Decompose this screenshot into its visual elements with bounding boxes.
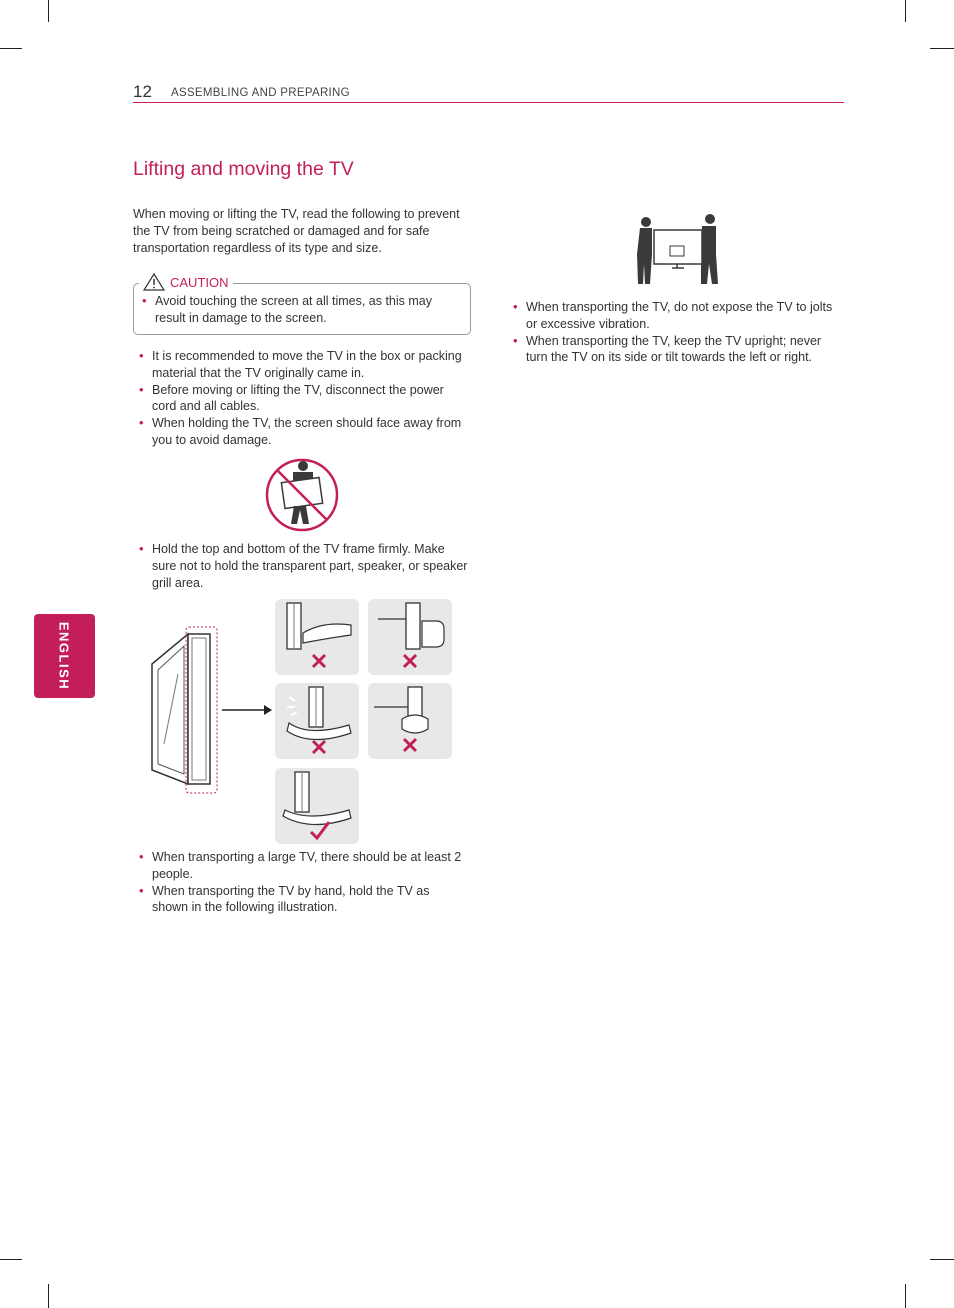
crop-mark: [930, 1259, 954, 1260]
language-tab: [34, 614, 95, 698]
grip-panel-wrong-2: [368, 599, 452, 675]
list-item: • When transporting the TV, keep the TV upright; never turn the TV on its side or tilt towards the left or right.: [513, 332, 822, 365]
grip-list: [133, 541, 468, 591]
caution-label: [139, 273, 233, 291]
list-item: • Avoid touching the screen at all times, as this may result in damage to the screen.: [142, 293, 432, 325]
crop-mark: [0, 48, 22, 49]
prohibited-holding-illustration: [263, 456, 341, 534]
transport-list: [133, 849, 468, 916]
tv-frame-diagram: [148, 624, 274, 796]
list-item: • When transporting the TV, do not expose the TV to jolts or excessive vibration.: [513, 299, 833, 331]
crop-mark: [0, 1259, 22, 1260]
list-item: • It is recommended to move the TV in the box or packing material that the TV originally came in.: [139, 348, 462, 380]
grip-panel-wrong-3: [275, 683, 359, 759]
crop-mark: [905, 0, 906, 22]
transport-safety-list: [507, 299, 837, 366]
page-number: 12: [133, 82, 152, 101]
page-title: Lifting and moving the TV: [133, 158, 354, 180]
caution-box: [133, 274, 471, 335]
crop-mark: [48, 0, 49, 22]
section-name: ASSEMBLING AND PREPARING: [171, 87, 350, 99]
language-label: ENGLISH: [56, 621, 72, 691]
caution-title: CAUTION: [170, 274, 229, 290]
grip-panel-wrong-4: [368, 683, 452, 759]
list-item: • Before moving or lifting the TV, disconnect the power cord and all cables.: [139, 381, 444, 414]
list-item: • When transporting a large TV, there should be at least 2 people.: [139, 849, 462, 881]
warning-triangle-icon: [143, 273, 165, 291]
two-people-carrying-illustration: [632, 212, 722, 286]
page-header: [133, 84, 844, 103]
grip-panel-correct: [275, 768, 359, 844]
crop-mark: [48, 1284, 49, 1308]
list-item: • When transporting the TV by hand, hold the TV as shown in the following illustration.: [139, 882, 430, 915]
grip-panel-wrong-1: [275, 599, 359, 675]
list-item: • When holding the TV, the screen should face away from you to avoid damage.: [139, 415, 462, 447]
crop-mark: [905, 1284, 906, 1308]
handling-list: [133, 348, 463, 449]
list-item: • Hold the top and bottom of the TV frame firmly. Make sure not to hold the transparent part, speaker, or speaker grill area.: [139, 541, 468, 590]
crop-mark: [930, 48, 954, 49]
caution-list: [136, 293, 466, 327]
intro-paragraph: When moving or lifting the TV, read the following to prevent the TV from being scratched or damaged and for safe transportation regardless of its type and size.: [133, 207, 460, 255]
